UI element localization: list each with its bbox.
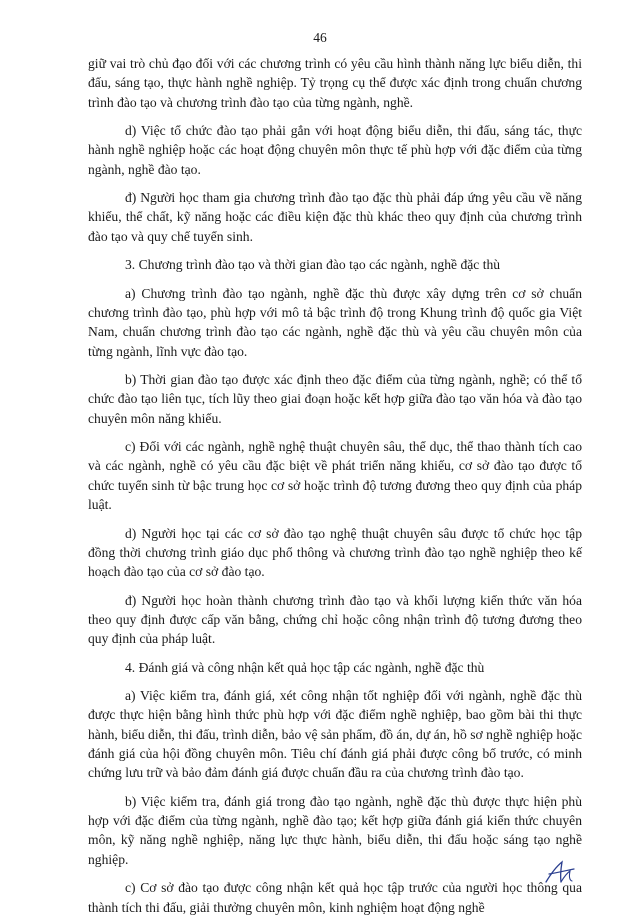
section-heading-3: 3. Chương trình đào tạo và thời gian đào tạo các ngành, nghề đặc thù bbox=[125, 257, 501, 273]
document-body bbox=[88, 54, 582, 917]
paragraph-3c: c) Đối với các ngành, nghề nghệ thuật chuyên sâu, thể dục, thể thao thành tích cao và các ngành, nghề có yêu cầu đặc biệt về phát triển năng khiếu, cơ sở đào tạo được tổ chức tuyển sinh từ bậc trung học cơ sở hoặc trình độ tương đương theo quy định của pháp luật. bbox=[88, 439, 582, 513]
signature-initials bbox=[540, 858, 580, 888]
paragraph-4b: b) Việc kiểm tra, đánh giá trong đào tạo ngành, nghề đặc thù được thực hiện phù hợp với đặc điểm của từng ngành, nghề đào tạo; kết hợp giữa đánh giá kiến thức chuyên môn, kỹ năng nghề nghiệp, năng lực thực hành, biểu diễn, thi đấu hoặc sáng tạo nghề nghiệp. bbox=[88, 793, 582, 867]
paragraph-4c: c) Cơ sở đào tạo được công nhận kết quả học tập trước của người học thông qua thành tích thi đấu, giải thưởng chuyên môn, kinh nghiệm hoạt động nghề bbox=[88, 880, 582, 915]
paragraph-2dd: đ) Người học tham gia chương trình đào tạo đặc thù phải đáp ứng yêu cầu về năng khiếu, thể chất, kỹ năng hoặc các điều kiện đặc thù khác theo quy định của chương trình đào tạo và quy chế tuyển sinh. bbox=[88, 190, 582, 244]
paragraph-4a: a) Việc kiểm tra, đánh giá, xét công nhận tốt nghiệp đối với ngành, nghề đặc thù được thực hiện bằng hình thức phù hợp với đặc điểm nghề nghiệp, bao gồm bài thi thực hành, biểu diễn, thi đấu, trình diễn, bảo vệ sản phẩm, đồ án, dự án, hồ sơ nghề nghiệp hoặc đánh giá của hội đồng chuyên môn. Tiêu chí đánh giá phải được công bố trước, có minh chứng lưu trữ và bảo đảm đánh giá được chuẩn đầu ra của chương trình đào tạo. bbox=[88, 688, 583, 781]
paragraph-3a: a) Chương trình đào tạo ngành, nghề đặc thù được xây dựng trên cơ sở chuẩn chương trình đào tạo, phù hợp với mô tả bậc trình độ trong Khung trình độ quốc gia Việt Nam, chuẩn chương trình đào tạo các ngành, nghề đặc thù và yêu cầu chuyên môn của từng ngành, lĩnh vực đào tạo. bbox=[88, 285, 582, 359]
section-heading-4: 4. Đánh giá và công nhận kết quả học tập các ngành, nghề đặc thù bbox=[125, 659, 485, 675]
paragraph-3b: b) Thời gian đào tạo được xác định theo đặc điểm của từng ngành, nghề; có thể tổ chức đào tạo liên tục, tích lũy theo giai đoạn hoặc kết hợp giữa đào tạo văn hóa và đào tạo chuyên môn năng khiếu. bbox=[88, 372, 582, 426]
paragraph-2d: d) Việc tổ chức đào tạo phải gắn với hoạt động biểu diễn, thi đấu, sáng tác, thực hành nghề nghiệp hoặc các hoạt động chuyên môn thực tế phù hợp với đặc điểm của từng ngành, nghề đào tạo. bbox=[88, 123, 582, 177]
page-number: 46 bbox=[313, 30, 327, 45]
paragraph-3dd: đ) Người học hoàn thành chương trình đào tạo và khối lượng kiến thức văn hóa theo quy định được cấp văn bằng, chứng chỉ hoặc công nhận trình độ tương đương theo quy định của pháp luật. bbox=[88, 592, 582, 647]
paragraph-3d: d) Người học tại các cơ sở đào tạo nghệ thuật chuyên sâu được tổ chức học tập đồng thời chương trình giáo dục phổ thông và chương trình đào tạo nghề nghiệp theo kế hoạch đào tạo của cơ sở đào tạo. bbox=[88, 525, 582, 580]
paragraph-continuation: giữ vai trò chủ đạo đối với các chương trình có yêu cầu hình thành năng lực biểu diễn, thi đấu, sáng tạo, thực hành nghề nghiệp. Tỷ trọng cụ thể được xác định trong chuẩn chương trình đào tạo và chương trình đào tạo của từng ngành, nghề. bbox=[88, 56, 582, 110]
